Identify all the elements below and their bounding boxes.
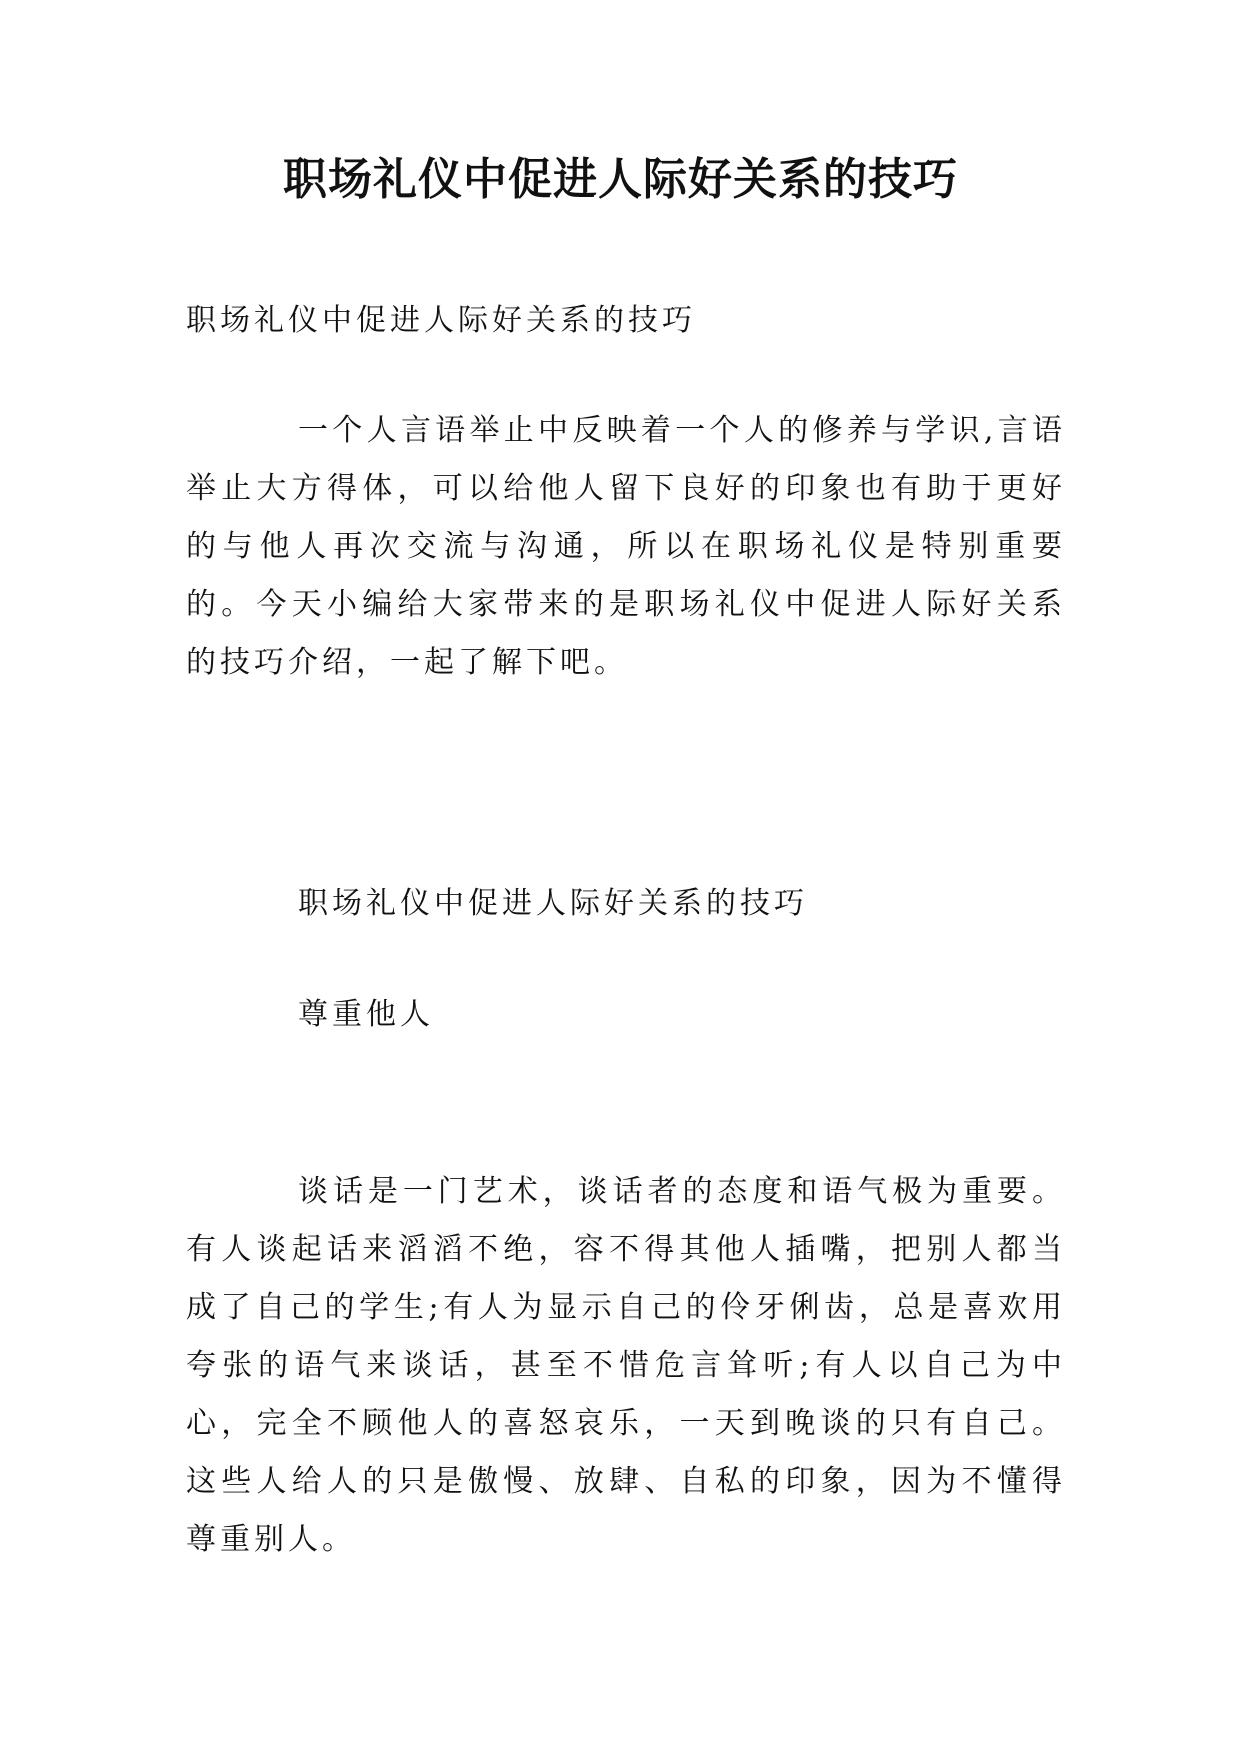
document-title: 职场礼仪中促进人际好关系的技巧: [283, 154, 958, 205]
document-subtitle: 职场礼仪中促进人际好关系的技巧: [186, 303, 696, 338]
section-title: 职场礼仪中促进人际好关系的技巧: [298, 886, 808, 921]
intro-paragraph: 一个人言语举止中反映着一个人的修养与学识,言语举止大方得体，可以给他人留下良好的印象也有助于更好的与他人再次交流与沟通，所以在职场礼仪是特别重要的。今天小编给大家带来的是职场礼仪中促进人际好关系的技巧介绍，一起了解下吧。: [186, 413, 1066, 680]
body-paragraph: 谈话是一门艺术，谈话者的态度和语气极为重要。有人谈起话来滔滔不绝，容不得其他人插嘴，把别人都当成了自己的学生;有人为显示自己的伶牙俐齿，总是喜欢用夸张的语气来谈话，甚至不惜危言耸听;有人以自己为中心，完全不顾他人的喜怒哀乐，一天到晚谈的只有自己。这些人给人的只是傲慢、放肆、自私的印象，因为不懂得尊重别人。: [186, 1174, 1066, 1557]
section-heading: 尊重他人: [298, 997, 434, 1032]
